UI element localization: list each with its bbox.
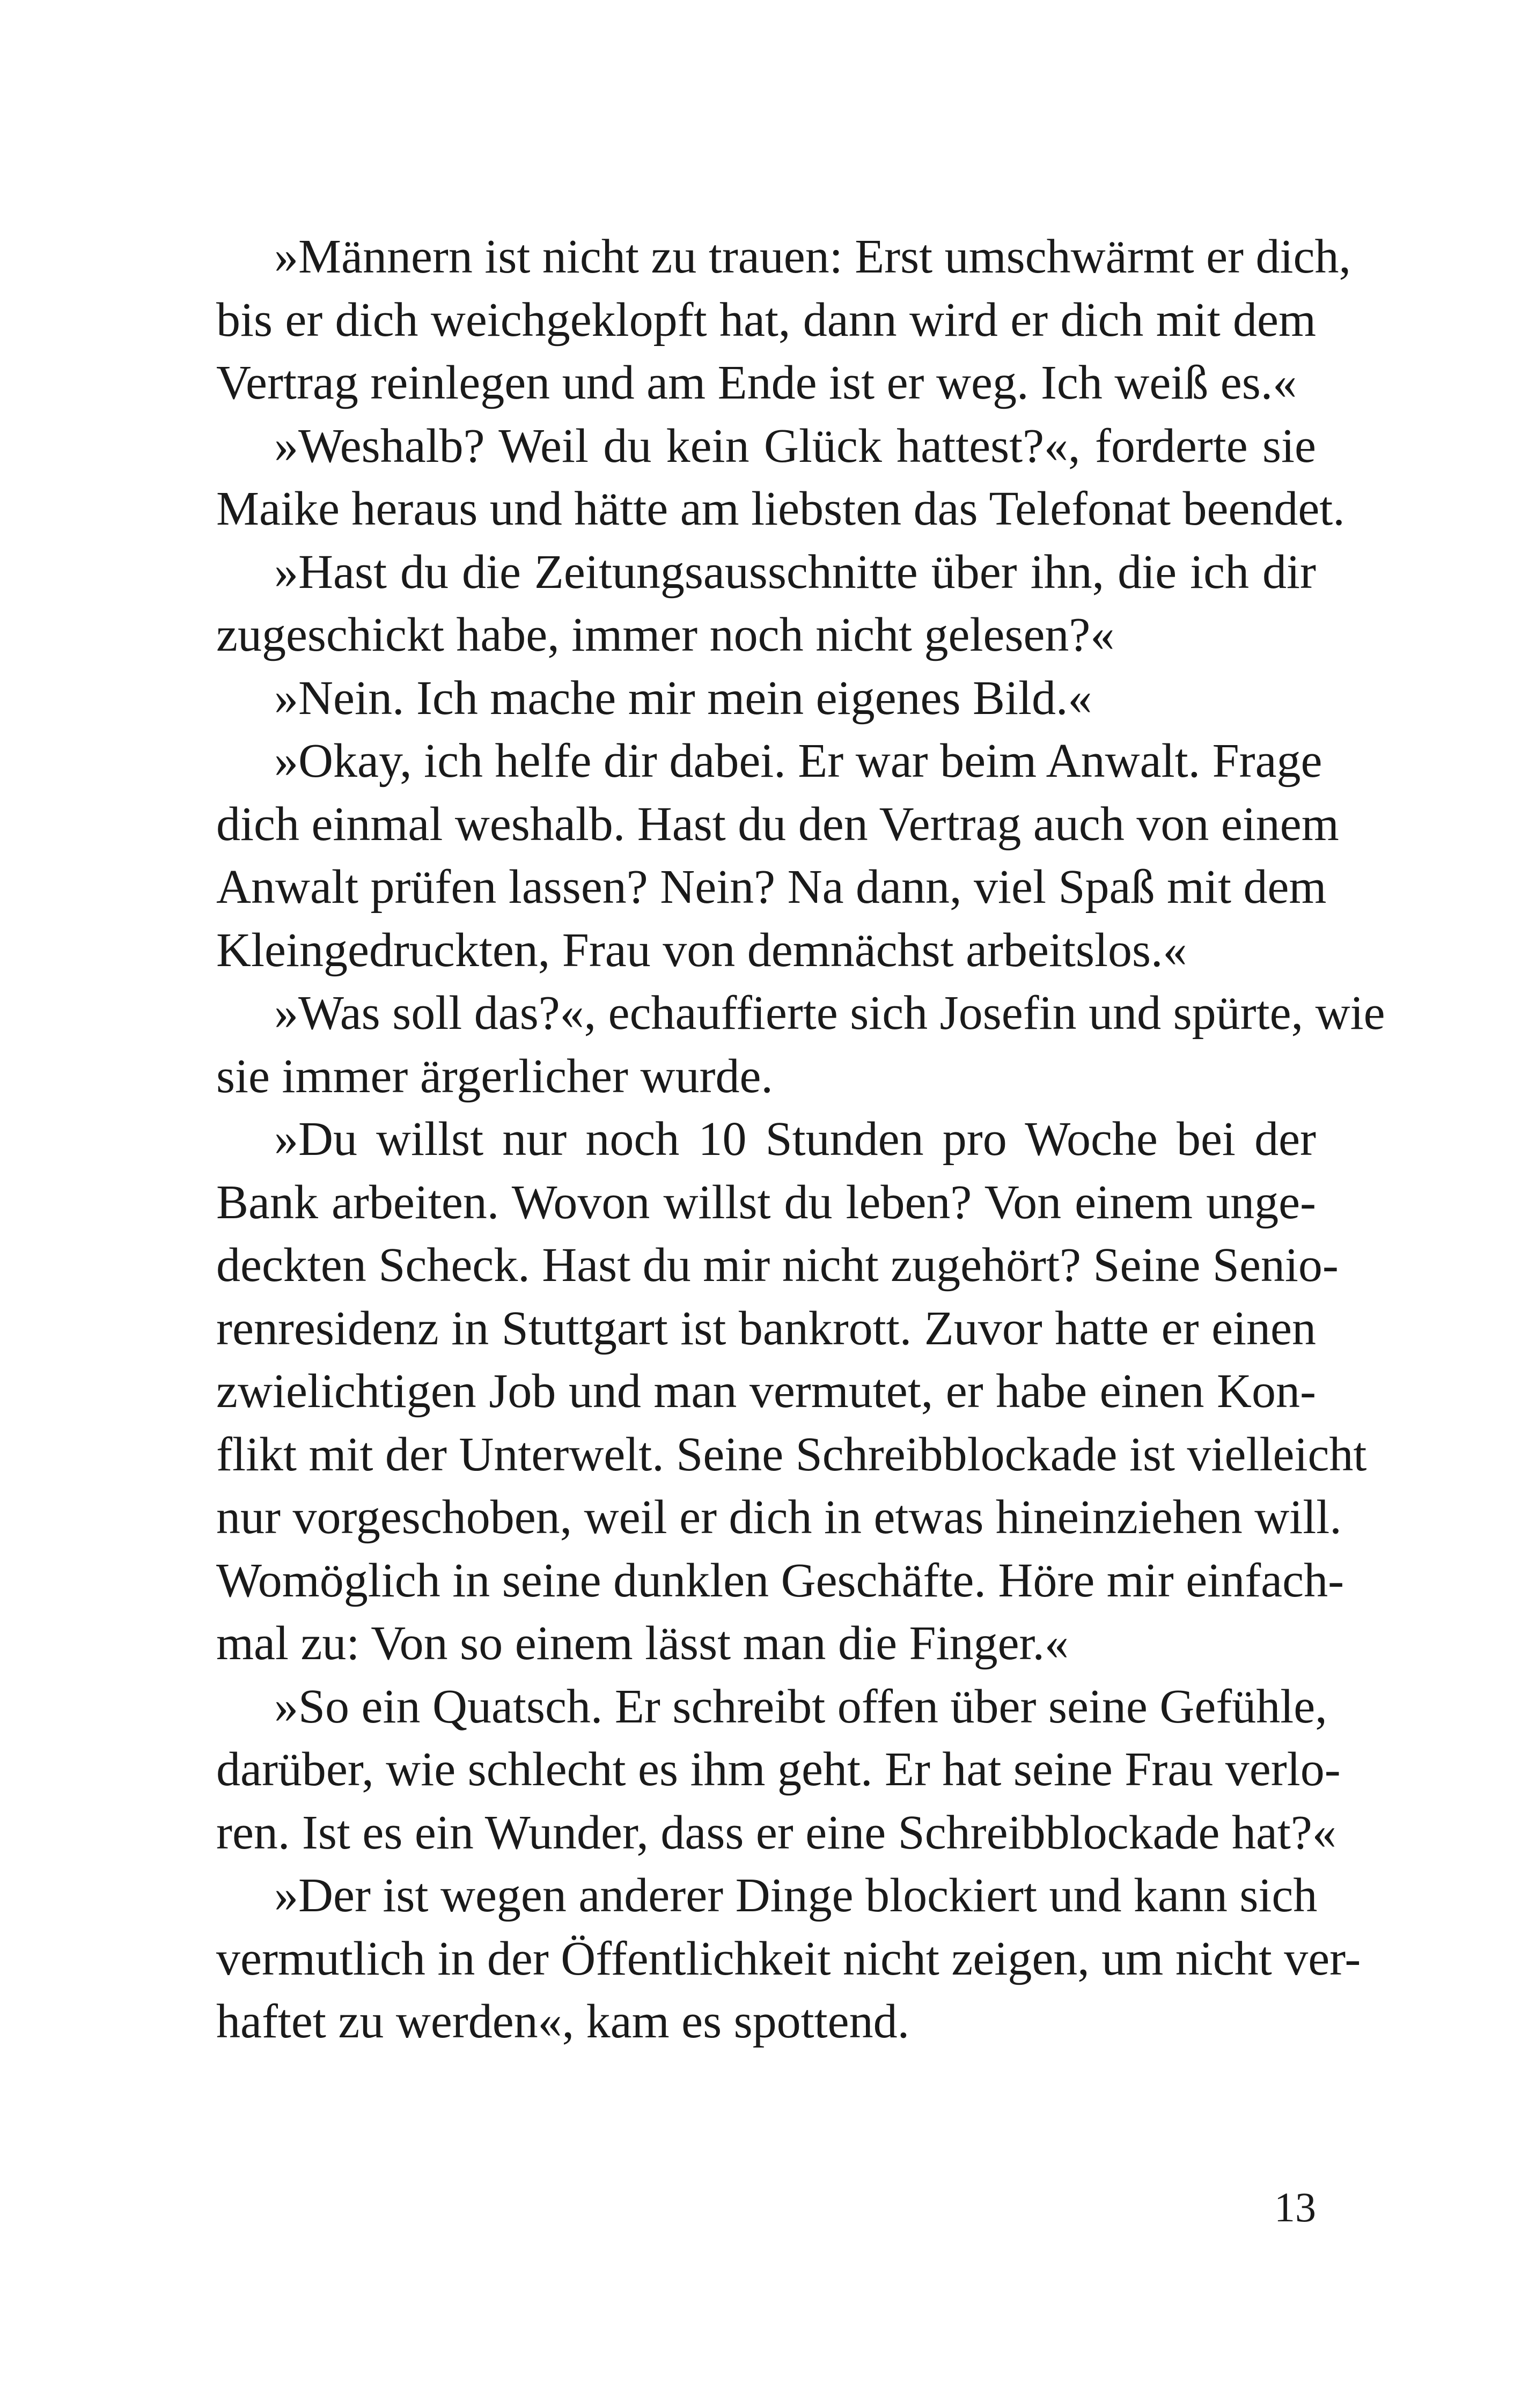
text-line: Womöglich in seine dunklen Geschäfte. Höre mir einfach- <box>216 1553 1344 1607</box>
page-number: 13 <box>1274 2184 1316 2230</box>
paragraph <box>216 1675 1341 1865</box>
text-line: dich einmal weshalb. Hast du den Vertrag auch von einem <box>216 797 1339 851</box>
paragraph <box>216 667 1316 730</box>
text-line: vermutlich in der Öffentlichkeit nicht zeigen, um nicht ver- <box>216 1932 1361 1985</box>
text-line: Maike heraus und hätte am liebsten das Telefonat beendet. <box>216 482 1345 535</box>
text-line: deckten Scheck. Hast du mir nicht zugehört? Seine Senio- <box>216 1239 1339 1292</box>
text-line: »So ein Quatsch. Er schreibt offen über seine Gefühle, <box>274 1680 1327 1733</box>
text-line: »Nein. Ich mache mir mein eigenes Bild.« <box>274 671 1092 725</box>
text-line: »Weshalb? Weil du kein Glück hattest?«, forderte sie <box>274 419 1316 473</box>
paragraph <box>216 982 1385 1108</box>
paragraph <box>216 541 1316 667</box>
paragraph <box>216 730 1339 982</box>
text-line: Kleingedruckten, Frau von demnächst arbeitslos.« <box>216 923 1187 977</box>
body-text <box>216 225 1385 2053</box>
paragraph <box>216 225 1351 415</box>
text-line: haftet zu werden«, kam es spottend. <box>216 1995 910 2048</box>
text-line: »Der ist wegen anderer Dinge blockiert und kann sich <box>274 1869 1318 1922</box>
text-line: renresidenz in Stuttgart ist bankrott. Zuvor hatte er einen <box>216 1301 1316 1355</box>
paragraph <box>216 415 1345 541</box>
text-line: »Okay, ich helfe dir dabei. Er war beim Anwalt. Frage <box>274 734 1322 787</box>
text-line: Anwalt prüfen lassen? Nein? Na dann, viel Spaß mit dem <box>216 860 1327 914</box>
text-line: zugeschickt habe, immer noch nicht gelesen?« <box>216 608 1115 661</box>
text-line: ren. Ist es ein Wunder, dass er eine Schreibblockade hat?« <box>216 1806 1336 1859</box>
paragraph <box>216 1864 1361 2053</box>
text-line: Vertrag reinlegen und am Ende ist er weg. Ich weiß es.« <box>216 356 1297 409</box>
text-line: mal zu: Von so einem lässt man die Finger.« <box>216 1617 1069 1670</box>
text-line: darüber, wie schlecht es ihm geht. Er hat seine Frau verlo- <box>216 1743 1341 1796</box>
text-line: sie immer ärgerlicher wurde. <box>216 1049 773 1103</box>
text-line: »Was soll das?«, echauffierte sich Josefin und spürte, wie <box>274 986 1385 1040</box>
text-line: »Hast du die Zeitungsausschnitte über ihn, die ich dir <box>274 545 1316 599</box>
text-line: »Du willst nur noch 10 Stunden pro Woche bei der <box>274 1113 1316 1166</box>
text-line: »Männern ist nicht zu trauen: Erst umschwärmt er dich, <box>274 230 1351 283</box>
text-line: bis er dich weichgeklopft hat, dann wird er dich mit dem <box>216 293 1316 347</box>
text-line: flikt mit der Unterwelt. Seine Schreibblockade ist vielleicht <box>216 1427 1367 1481</box>
text-line: nur vorgeschoben, weil er dich in etwas hineinziehen will. <box>216 1491 1342 1544</box>
text-line: Bank arbeiten. Wovon willst du leben? Von einem unge- <box>216 1175 1316 1229</box>
paragraph <box>216 1108 1367 1675</box>
text-line: zwielichtigen Job und man vermutet, er habe einen Kon- <box>216 1365 1316 1418</box>
